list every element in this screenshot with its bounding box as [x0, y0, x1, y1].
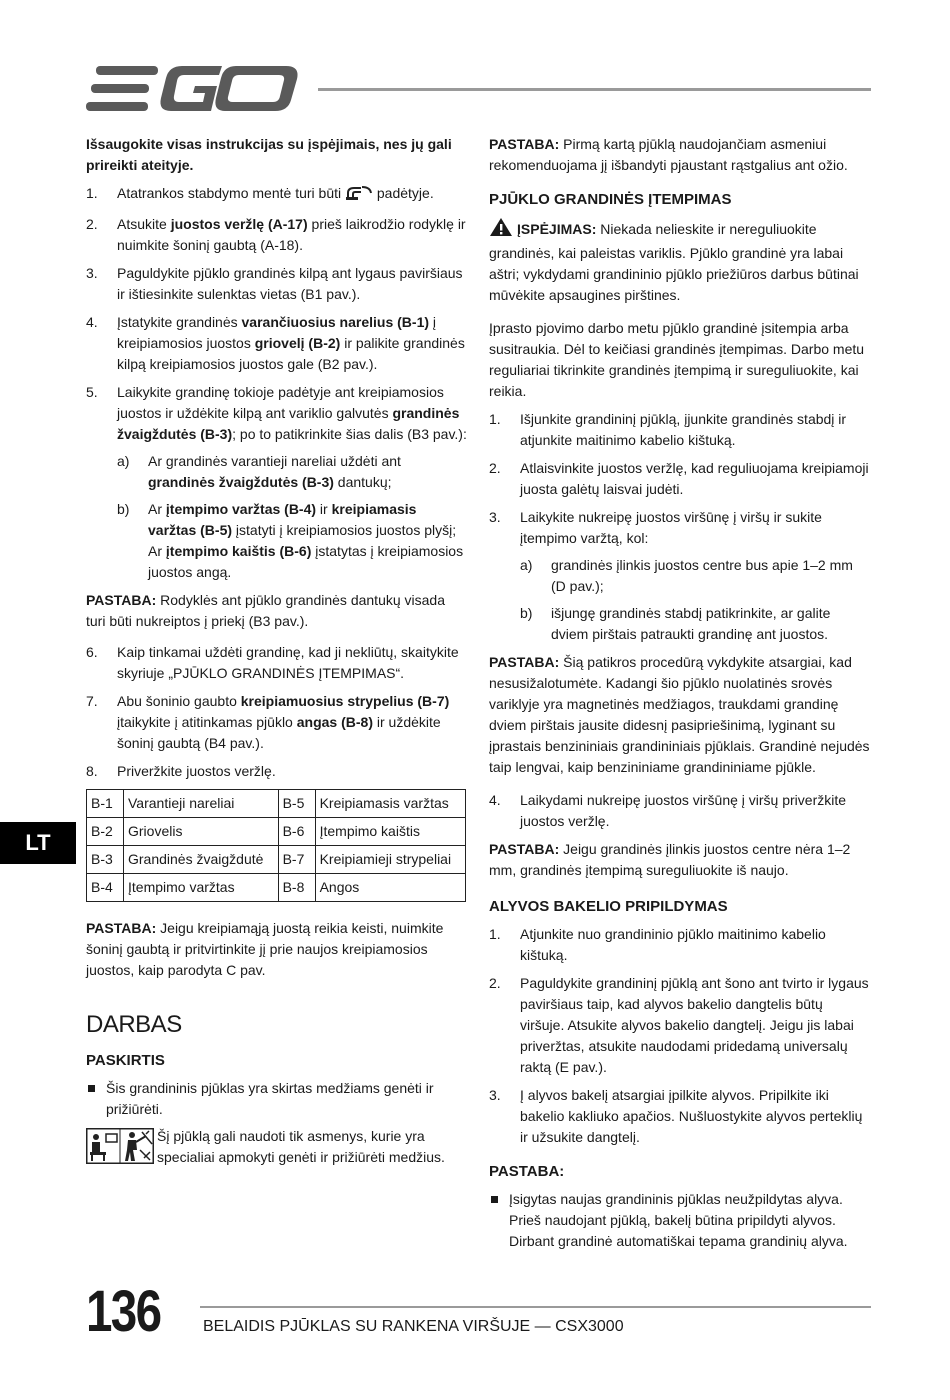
- intro-text: Išsaugokite visas instrukcijas su įspėjimais, nes jų gali prireikti ateityje.: [86, 136, 452, 173]
- tension-steps: [489, 409, 870, 645]
- note: PASTABA: Šią patikros procedūrą vykdykite atsargiai, kad nesusižalotumėte. Kadangi šio pjūklo nuolatinės srovės variklyje yra magnetinės medžiagos, traukdami grandinę dviem pirštais jausite didesnį pasipriešinimą, lyginant su įprastais benzininiais grandininiais pjūklais. Grandinė nejudės taip lengvai, kaip benzininiame grandininiame pjūkle.: [489, 654, 870, 775]
- section-heading: PJŪKLO GRANDINĖS ĮTEMPIMAS: [489, 191, 732, 208]
- page-number: 136: [86, 1279, 161, 1344]
- list-item: Įsigytas naujas grandininis pjūklas neužpildytas alyva. Prieš naudojant pjūklą, bakelį būtina pripildyti alyvos. Dirbant grandinė automatiškai tepama grandinių alyva.: [489, 1189, 870, 1252]
- header-rule: [318, 88, 871, 91]
- list-item: a) grandinės įlinkis juostos centre bus apie 1–2 mm (D pav.);: [520, 557, 853, 594]
- footer-rule: [200, 1306, 871, 1308]
- list-item: 2. Atsukite juostos veržlę (A-17) prieš laikrodžio rodyklę ir nuimkite šoninį gaubtą (A-18).: [86, 216, 466, 253]
- warning: ĮSPĖJIMAS: Niekada nelieskite ir nereguliuokite grandinės, kai paleistas variklis. Pjūklo grandinė yra labai aštri; vykdydami grandininio pjūklo priežiūros darbus būtinai mūvėkite apsaugines pirštines.: [489, 217, 870, 306]
- list-item: 7. Abu šoninio gaubto kreipiamuosius strypelius (B-7) įtaikykite į atitinkamas pjūklo angas (B-8) ir uždėkite šoninį gaubtą (B4 pav.).: [86, 693, 450, 751]
- section-heading: PASTABA:: [489, 1163, 565, 1180]
- note: PASTABA: Jeigu kreipiamąją juostą reikia keisti, nuimkite šoninį gaubtą ir pritvirtinkite jį prie naujos kreipiamosios juostos, kaip parodyta C pav.: [86, 920, 444, 978]
- bullet-list: [86, 1078, 467, 1120]
- parts-table: [86, 789, 466, 902]
- ego-logo: [86, 62, 300, 116]
- section-heading: ALYVOS BAKELIO PRIPILDYMAS: [489, 898, 728, 915]
- language-tab: LT: [0, 822, 76, 864]
- list-item: 4. Įstatykite grandinės varančiuosius narelius (B-1) į kreipiamosios juostos griovelį (B-2) ir palikite grandinės kilpą kreipiamosios juostos gale (B2 pav.).: [86, 314, 465, 372]
- oil-steps: [489, 924, 870, 1148]
- tension-steps-continued: [489, 790, 870, 832]
- sub-list: [117, 451, 467, 583]
- table-row: B-2 Griovelis B-6 Įtempimo kaištis: [87, 818, 466, 846]
- section-title: DARBAS: [86, 1011, 182, 1038]
- bullet-square-icon: [491, 1196, 498, 1203]
- warning-triangle-icon: [489, 217, 513, 243]
- sub-list: [520, 555, 870, 645]
- chain-brake-icon: [345, 185, 373, 207]
- list-item: 2. Paguldykite grandininį pjūklą ant šono ant tvirto ir lygaus paviršiaus taip, kad alyvos bakelio dangtelis būtų viršuje. Atsukite alyvos bakelio dangtelį. Jeigu jis labai priveržtas, atsukite naudodami pridedamą universalų raktą (E pav.).: [489, 975, 869, 1075]
- footer-title: BELAIDIS PJŪKLAS SU RANKENA VIRŠUJE — CSX3000: [203, 1318, 624, 1335]
- list-item: b) Ar įtempimo varžtas (B-4) ir kreipiamasis varžtas (B-5) įstatyti į kreipiamosios juostos plyšį; Ar įtempimo kaištis (B-6) įstatytas į kreipiamosios juostos angą.: [117, 501, 464, 580]
- list-item: 4. Laikydami nukreipę juostos viršūnę į viršų priveržkite juostos veržlę.: [489, 792, 847, 829]
- list-item: 5. Laikykite grandinę tokioje padėtyje ant kreipiamosios juostos ir uždėkite kilpą ant variklio galvutės grandinės žvaigždutės (B-3); po to patikrinkite šias dalis (B3 pav.): a) Ar grandinės varantieji nareliai uždėti ant grandinės žvaigždutės (B-3) dantukų; b) Ar įtempimo varžtas (B-4) ir kreipiamasis varžtas (B-5) įstatyti į kreipiamosios juostos plyšį; Ar įtempimo kaištis (B-6) įstatytas į kreipiamosios juostos angą.: [86, 382, 467, 583]
- list-item: 1. Atjunkite nuo grandininio pjūklo maitinimo kabelio kištuką.: [489, 926, 826, 963]
- trained-operator-notice: Šį pjūklą gali naudoti tik asmenys, kurie yra specialiai apmokyti genėti ir prižiūrėti medžius.: [86, 1126, 467, 1168]
- left-column: [86, 134, 467, 1176]
- table-row: B-3 Grandinės žvaigždutė B-7 Kreipiamieji strypeliai: [87, 846, 466, 874]
- list-item: 1. Atatrankos stabdymo mentė turi būti padėtyje.: [86, 183, 467, 207]
- table-row: B-1 Varantieji nareliai B-5 Kreipiamasis varžtas: [87, 790, 466, 818]
- note: PASTABA: Jeigu grandinės įlinkis juostos centre nėra 1–2 mm, grandinės įtempimą sureguliuokite iš naujo.: [489, 841, 851, 878]
- list-item: a) Ar grandinės varantieji nareliai uždėti ant grandinės žvaigždutės (B-3) dantukų;: [117, 453, 401, 490]
- table-row: B-4 Įtempimo varžtas B-8 Angos: [87, 874, 466, 902]
- trained-operator-icon: [86, 1128, 154, 1164]
- bullet-square-icon: [88, 1085, 95, 1092]
- paragraph: Įprasto pjovimo darbo metu pjūklo grandinė įsitempia arba susitraukia. Dėl to keičiasi grandinės įtempimas. Darbo metu reguliariai tikrinkite grandinės įtempimą ir sureguliuokite, kai reikia.: [489, 320, 865, 399]
- right-column: [489, 134, 870, 1258]
- list-item: 3. Laikykite nukreipę juostos viršūnę į viršų ir sukite įtempimo varžtą, kol: a) grandinės įlinkis juostos centre bus apie 1–2 mm (D pav.); b) išjungę grandinės stabdį patikrinkite, ar galite dviem pirštais patraukti grandinę ant juostos.: [489, 507, 870, 645]
- assembly-steps-continued: [86, 642, 467, 782]
- list-item: b) išjungę grandinės stabdį patikrinkite, ar galite dviem pirštais patraukti grandinę ant juostos.: [520, 605, 831, 642]
- note: PASTABA: Pirmą kartą pjūklą naudojančiam asmeniui rekomenduojama jį išbandyti pjaustant rąstgalius ant ožio.: [489, 136, 848, 173]
- bullet-list: [489, 1189, 870, 1252]
- list-item: 3. Paguldykite pjūklo grandinės kilpą ant lygaus paviršiaus ir ištiesinkite sulenktas vietas (B1 pav.).: [86, 265, 463, 302]
- list-item: 3. Į alyvos bakelį atsargiai įpilkite alyvos. Pripilkite iki bakelio kakliuko apačios. Nušluostykite alyvos perteklių ir užsukite dangtelį.: [489, 1087, 863, 1145]
- assembly-steps: [86, 183, 467, 583]
- list-item: 2. Atlaisvinkite juostos veržlę, kad reguliuojama kreipiamoji juosta galėtų laisvai judėti.: [489, 460, 869, 497]
- list-item: 6. Kaip tinkamai uždėti grandinę, kad ji nekliūtų, skaitykite skyriuje „PJŪKLO GRANDINĖS ĮTEMPIMAS“.: [86, 644, 459, 681]
- note: PASTABA: Rodyklės ant pjūklo grandinės dantukų visada turi būti nukreiptos į priekį (B3 pav.).: [86, 592, 446, 629]
- list-item: 1. Išjunkite grandininį pjūklą, įjunkite grandinės stabdį ir atjunkite maitinimo kabelio kištuką.: [489, 411, 847, 448]
- list-item: Šis grandininis pjūklas yra skirtas medžiams genėti ir prižiūrėti.: [86, 1078, 467, 1120]
- subsection-title: PASKIRTIS: [86, 1052, 165, 1069]
- list-item: 8. Priveržkite juostos veržlę.: [86, 763, 276, 779]
